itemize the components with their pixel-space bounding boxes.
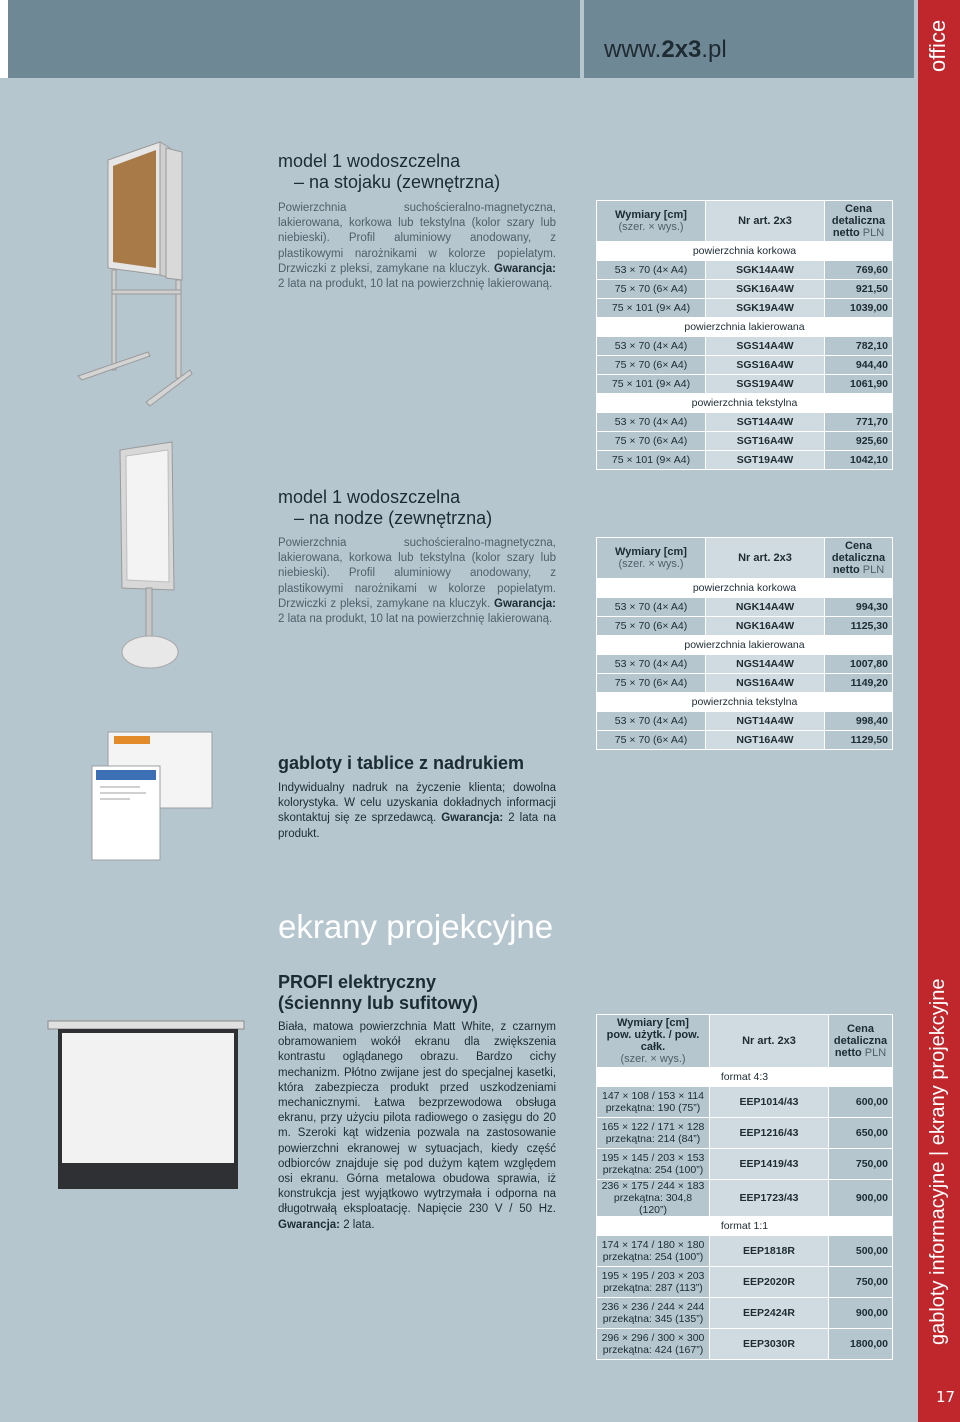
cell-article: SGK16A4W <box>706 280 825 299</box>
screens-title-line2: (ściennny lub sufitowy) <box>278 993 479 1013</box>
cell-article: SGS14A4W <box>706 337 825 356</box>
table-row <box>597 1149 893 1180</box>
table-row <box>597 280 893 299</box>
header-price-currency: PLN <box>864 1047 887 1059</box>
cell-price: 650,00 <box>829 1118 893 1149</box>
section1-title-line2: – na stojaku (zewnętrzna) <box>294 172 501 192</box>
cell-price: 1039,00 <box>825 299 893 318</box>
cell-size: 236 × 175 / 244 × 183 <box>601 1180 705 1192</box>
cell-size: 165 × 122 / 171 × 128 <box>601 1121 705 1133</box>
cell-diagonal: przekątna: 287 (113”) <box>603 1282 703 1294</box>
table-row <box>597 1118 893 1149</box>
cell-price: 771,70 <box>825 413 893 432</box>
screens-desc-text: Biała, matowa powierzchnia Matt White, z czarnym obramowaniem wokół ekranu dla zwiększenia kontrastu oglądanego obrazu. Bardzo cichy mechanizm. Płótno zwijane jest do specjalnej kasetki, która zabezpiecza produkt przed uszkodzeniami mechanicznymi. Łatwa bezprzewodowa obsługa ekranu, przy użyciu pilota radiowego o zasięgu do 20 m. Szeroki kąt widzenia pozwala na zastosowanie powierzchni ekranowej w sytuacjach, kiedy część odbiorców znajduje się pod dużym kątem względem osi ekranu. Górna metalowa obudowa sprawia, iż konstrukcja jest wyjątkowo wytrzymała i odporna na długotrwałą eksploatację. Napięcie 230 V / 50 Hz. <box>278 1021 556 1216</box>
cell-dimensions <box>597 1118 710 1149</box>
price-table-stand <box>596 200 893 470</box>
projection-screen-image <box>46 1017 246 1192</box>
format-label: format 1:1 <box>597 1217 893 1236</box>
cell-diagonal: przekątna: 254 (100”) <box>602 1164 704 1176</box>
section2-warranty-label: Gwarancja: <box>494 597 556 610</box>
table-row <box>597 337 893 356</box>
header-price-label1: Cena <box>845 203 872 215</box>
header-dim-label: Wymiary [cm] <box>615 209 687 221</box>
section1-warranty-label: Gwarancja: <box>494 262 556 275</box>
cell-dimensions: 75 × 70 (6× A4) <box>597 280 706 299</box>
cell-diagonal: przekątna: 345 (135”) <box>602 1313 704 1325</box>
table-row <box>597 674 893 693</box>
group-row <box>597 636 893 655</box>
table-row <box>597 1298 893 1329</box>
header-dimensions <box>597 1015 710 1068</box>
cell-dimensions <box>597 1087 710 1118</box>
group-label: powierzchnia korkowa <box>597 579 893 598</box>
banner-edge <box>0 0 8 78</box>
section2-title-line1: model 1 wodoszczelna <box>278 487 461 507</box>
cell-article: SGK14A4W <box>706 261 825 280</box>
cell-article: EEP1216/43 <box>710 1118 829 1149</box>
cell-dimensions <box>597 1149 710 1180</box>
website-url[interactable]: www.2x3.pl <box>604 36 727 63</box>
table-row <box>597 261 893 280</box>
group-label: powierzchnia lakierowana <box>597 318 893 337</box>
cell-price: 1061,90 <box>825 375 893 394</box>
cell-dimensions <box>597 1329 710 1360</box>
format-label: format 4:3 <box>597 1068 893 1087</box>
table-row <box>597 1329 893 1360</box>
header-price-label3: netto <box>832 227 860 239</box>
section3-description <box>278 781 556 842</box>
cell-size: 174 × 174 / 180 × 180 <box>601 1239 705 1251</box>
section1-title-line1: model 1 wodoszczelna <box>278 151 461 171</box>
group-label: powierzchnia korkowa <box>597 242 893 261</box>
table-row <box>597 731 893 750</box>
cell-article: EEP1419/43 <box>710 1149 829 1180</box>
cell-article: SGT19A4W <box>706 451 825 470</box>
header-price <box>825 201 893 242</box>
group-row <box>597 242 893 261</box>
section3-title: gabloty i tablice z nadrukiem <box>278 753 525 773</box>
section1-warranty-text: 2 lata na produkt, 10 lat na powierzchnię lakierowaną. <box>278 278 553 291</box>
cell-article: NGS16A4W <box>706 674 825 693</box>
cell-size: 195 × 145 / 203 × 153 <box>601 1152 705 1164</box>
cell-article: SGT14A4W <box>706 413 825 432</box>
header-art-label: Nr art. 2x3 <box>738 215 792 227</box>
cell-diagonal: przekątna: 214 (84”) <box>605 1133 701 1145</box>
top-banner <box>0 0 580 78</box>
table-row <box>597 432 893 451</box>
cell-article: SGK19A4W <box>706 299 825 318</box>
cell-price: 1129,50 <box>825 731 893 750</box>
side-category-label: gabloty informacyjne | ekrany projekcyjne <box>927 978 949 1345</box>
cell-article: NGK16A4W <box>706 617 825 636</box>
header-dim-label: Wymiary [cm] <box>617 1017 689 1029</box>
cell-article: EEP1818R <box>710 1236 829 1267</box>
cell-dimensions: 53 × 70 (4× A4) <box>597 598 706 617</box>
header-price <box>825 538 893 579</box>
section1-desc-text: Powierzchnia suchościeralno-magnetyczna, lakierowana, korkowa lub tekstylna (kolor szary lub niebieski). Profil aluminiowy anodowany, z plastikowymi narożnikami w kolorze popielatym. Drzwiczki z pleksi, zamykane na kluczyk. <box>278 202 556 275</box>
cell-dimensions: 75 × 70 (6× A4) <box>597 432 706 451</box>
cell-dimensions: 75 × 101 (9× A4) <box>597 375 706 394</box>
cell-size: 195 × 195 / 203 × 203 <box>601 1270 705 1282</box>
header-article <box>706 538 825 579</box>
group-row <box>597 394 893 413</box>
table-row <box>597 598 893 617</box>
group-row <box>597 1068 893 1087</box>
table-header-row <box>597 538 893 579</box>
section3-warranty-label: Gwarancja: <box>441 812 504 825</box>
cell-price: 921,50 <box>825 280 893 299</box>
header-dim-label2: pow. użytk. / pow. całk. <box>606 1029 700 1053</box>
leg-showcase-image <box>112 440 202 672</box>
cell-price: 750,00 <box>829 1267 893 1298</box>
header-price-label2: detaliczna <box>831 552 886 564</box>
cell-dimensions: 75 × 70 (6× A4) <box>597 731 706 750</box>
header-dim-sub: (szer. × wys.) <box>618 221 684 233</box>
table-row <box>597 356 893 375</box>
header-price-label3: netto <box>832 564 860 576</box>
screens-warranty-text: 2 lata. <box>340 1218 375 1231</box>
cell-dimensions <box>597 1236 710 1267</box>
group-row <box>597 1217 893 1236</box>
cell-article: NGS14A4W <box>706 655 825 674</box>
header-price-label1: Cena <box>845 540 872 552</box>
table-row <box>597 1267 893 1298</box>
cell-price: 1149,20 <box>825 674 893 693</box>
screens-description <box>278 1020 556 1233</box>
cell-price: 994,30 <box>825 598 893 617</box>
cell-article: EEP2020R <box>710 1267 829 1298</box>
section1-title <box>278 151 500 193</box>
cell-price: 782,10 <box>825 337 893 356</box>
header-dimensions <box>597 201 706 242</box>
cell-article: NGT16A4W <box>706 731 825 750</box>
section3-warranty-text: 2 lata na produkt. <box>278 812 556 840</box>
header-dim-label: Wymiary [cm] <box>615 546 687 558</box>
group-row <box>597 318 893 337</box>
url-box <box>584 0 914 78</box>
section2-desc-text: Powierzchnia suchościeralno-magnetyczna, lakierowana, korkowa lub tekstylna (kolor szary lub niebieski). Profil aluminiowy anodowany, z plastikowymi narożnikami w kolorze popielatym. Drzwiczki z pleksi, zamykane na kluczyk. <box>278 537 556 610</box>
table-header-row <box>597 201 893 242</box>
cell-price: 1007,80 <box>825 655 893 674</box>
price-table-leg <box>596 537 893 750</box>
header-dim-sub: (szer. × wys.) <box>620 1053 686 1065</box>
cell-price: 900,00 <box>829 1298 893 1329</box>
header-price <box>829 1015 893 1068</box>
cell-article: NGT14A4W <box>706 712 825 731</box>
cell-dimensions: 75 × 70 (6× A4) <box>597 674 706 693</box>
cell-article: EEP1723/43 <box>710 1180 829 1217</box>
screens-warranty-label: Gwarancja: <box>278 1218 340 1231</box>
cell-diagonal: przekątna: 424 (167”) <box>602 1344 704 1356</box>
header-price-label3: netto <box>834 1047 862 1059</box>
cell-price: 1800,00 <box>829 1329 893 1360</box>
cell-price: 944,40 <box>825 356 893 375</box>
cell-article: EEP3030R <box>710 1329 829 1360</box>
cell-article: NGK14A4W <box>706 598 825 617</box>
cell-dimensions: 75 × 101 (9× A4) <box>597 299 706 318</box>
table-row <box>597 413 893 432</box>
table-row <box>597 655 893 674</box>
cell-price: 750,00 <box>829 1149 893 1180</box>
section2-warranty-text: 2 lata na produkt, 10 lat na powierzchnię lakierowaną. <box>278 613 553 626</box>
cell-price: 769,60 <box>825 261 893 280</box>
section1-description <box>278 201 556 292</box>
stand-showcase-image <box>76 140 196 410</box>
cell-dimensions: 53 × 70 (4× A4) <box>597 712 706 731</box>
group-label: powierzchnia tekstylna <box>597 394 893 413</box>
cell-article: SGS19A4W <box>706 375 825 394</box>
group-label: powierzchnia tekstylna <box>597 693 893 712</box>
cell-diagonal: przekątna: 304,8 (120”) <box>613 1192 693 1216</box>
cell-dimensions <box>597 1267 710 1298</box>
cell-price: 925,60 <box>825 432 893 451</box>
group-row <box>597 579 893 598</box>
cell-price: 600,00 <box>829 1087 893 1118</box>
header-price-label2: detaliczna <box>831 215 886 227</box>
table-row <box>597 375 893 394</box>
header-price-label2: detaliczna <box>833 1035 888 1047</box>
cell-dimensions <box>597 1180 710 1217</box>
cell-diagonal: przekątna: 190 (75”) <box>605 1102 701 1114</box>
cell-article: SGT16A4W <box>706 432 825 451</box>
cell-article: EEP1014/43 <box>710 1087 829 1118</box>
section3-desc-text: Indywidualny nadruk na życzenie klienta; dowolna kolorystyka. W celu uzyskania dokładnych informacji skontaktuj się ze sprzedawcą. <box>278 782 556 825</box>
table-row <box>597 617 893 636</box>
table-row <box>597 1087 893 1118</box>
cell-article: SGS16A4W <box>706 356 825 375</box>
header-article <box>710 1015 829 1068</box>
header-price-label1: Cena <box>847 1023 874 1035</box>
group-label: powierzchnia lakierowana <box>597 636 893 655</box>
group-row <box>597 693 893 712</box>
cell-dimensions: 53 × 70 (4× A4) <box>597 261 706 280</box>
screens-heading: ekrany projekcyjne <box>278 908 554 945</box>
cell-price: 900,00 <box>829 1180 893 1217</box>
cell-price: 500,00 <box>829 1236 893 1267</box>
table-row <box>597 451 893 470</box>
cell-dimensions: 75 × 70 (6× A4) <box>597 356 706 375</box>
cell-price: 998,40 <box>825 712 893 731</box>
header-article <box>706 201 825 242</box>
cell-price: 1125,30 <box>825 617 893 636</box>
cell-dimensions: 53 × 70 (4× A4) <box>597 655 706 674</box>
page-number: 17 <box>936 1388 956 1406</box>
table-row <box>597 1180 893 1217</box>
cell-article: EEP2424R <box>710 1298 829 1329</box>
screens-title-line1: PROFI elektryczny <box>278 972 437 992</box>
cell-diagonal: przekątna: 254 (100”) <box>602 1251 704 1263</box>
price-table-screens <box>596 1014 893 1360</box>
cell-price: 1042,10 <box>825 451 893 470</box>
section2-description <box>278 536 556 627</box>
header-price-currency: PLN <box>862 564 885 576</box>
section2-title-line2: – na nodze (zewnętrzna) <box>294 508 493 528</box>
header-art-label: Nr art. 2x3 <box>742 1035 796 1047</box>
printed-boards-image <box>86 728 216 862</box>
cell-dimensions: 53 × 70 (4× A4) <box>597 337 706 356</box>
table-row <box>597 712 893 731</box>
screens-title <box>278 972 478 1014</box>
cell-dimensions: 75 × 70 (6× A4) <box>597 617 706 636</box>
header-dimensions <box>597 538 706 579</box>
office-label: office <box>925 19 950 72</box>
cell-size: 296 × 296 / 300 × 300 <box>601 1332 705 1344</box>
section2-title <box>278 487 492 529</box>
header-dim-sub: (szer. × wys.) <box>618 558 684 570</box>
cell-dimensions: 75 × 101 (9× A4) <box>597 451 706 470</box>
table-row <box>597 1236 893 1267</box>
cell-size: 147 × 108 / 153 × 114 <box>602 1090 704 1102</box>
cell-size: 236 × 236 / 244 × 244 <box>601 1301 705 1313</box>
cell-dimensions: 53 × 70 (4× A4) <box>597 413 706 432</box>
header-price-currency: PLN <box>862 227 885 239</box>
header-art-label: Nr art. 2x3 <box>738 552 792 564</box>
cell-dimensions <box>597 1298 710 1329</box>
table-row <box>597 299 893 318</box>
table-header-row <box>597 1015 893 1068</box>
